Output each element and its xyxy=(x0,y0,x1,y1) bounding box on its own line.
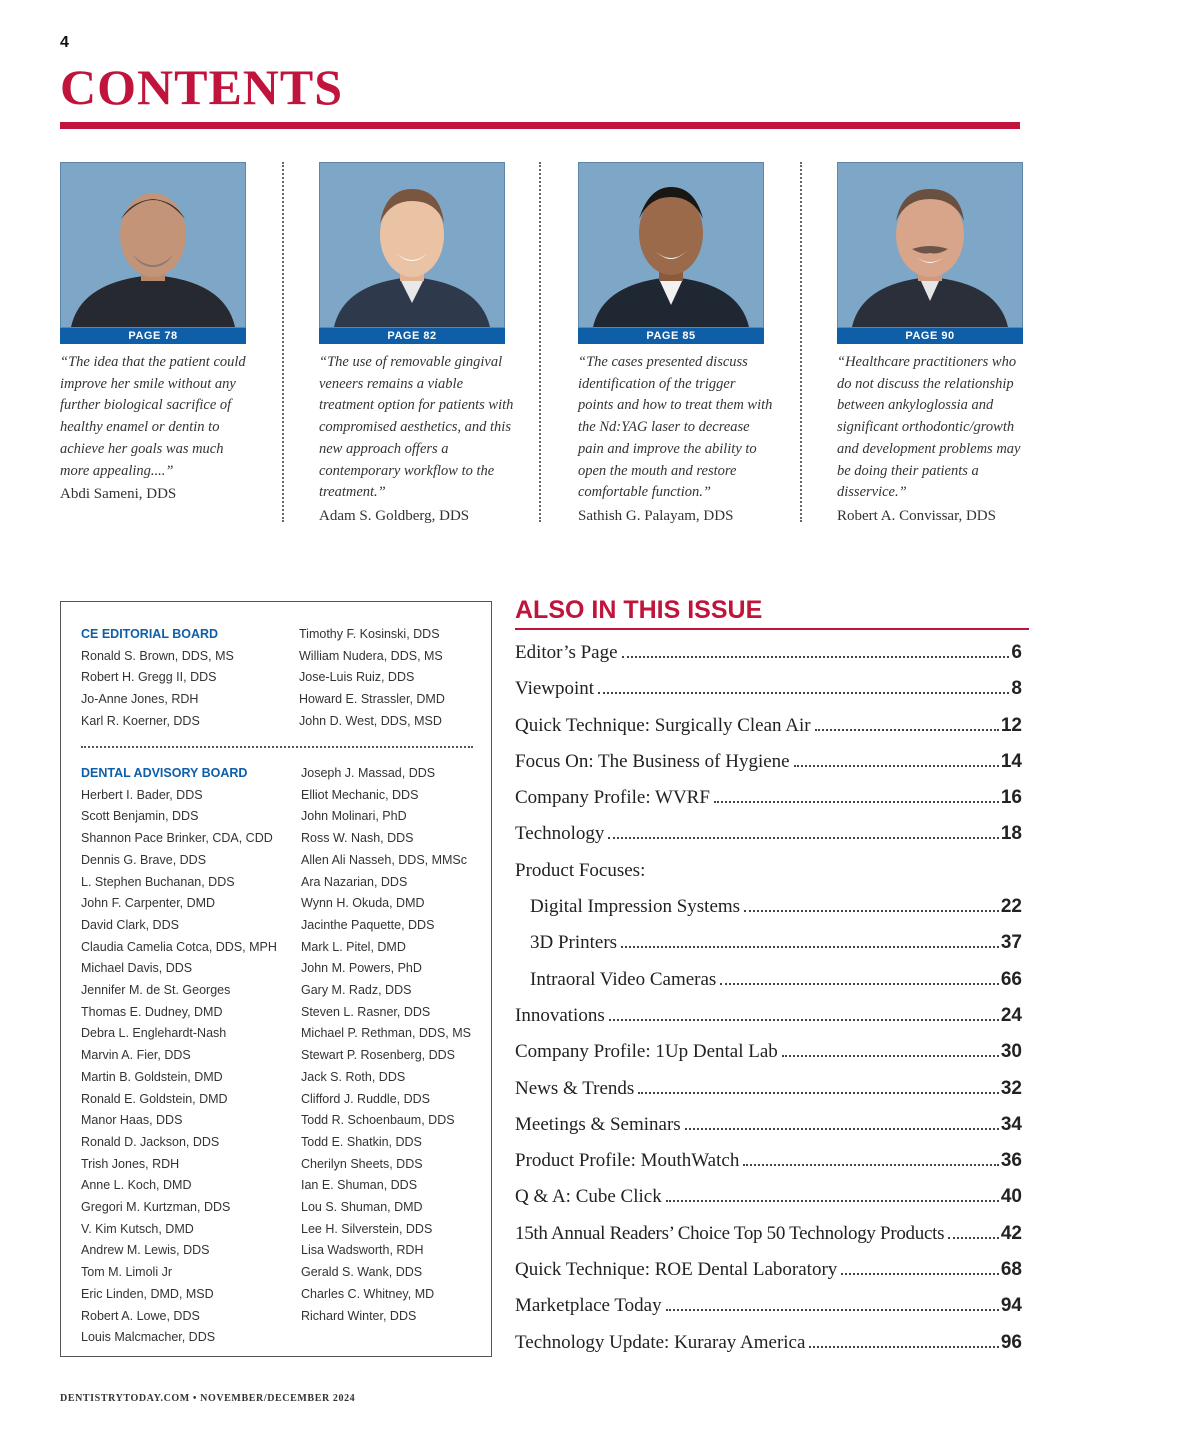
toc-page-number: 66 xyxy=(1000,968,1022,990)
toc-list xyxy=(515,642,1022,1368)
advisory-board-heading: DENTAL ADVISORY BOARD xyxy=(81,766,248,780)
toc-leader xyxy=(714,801,999,803)
board-member: Clifford J. Ruddle, DDS xyxy=(301,1091,430,1106)
featured-article[interactable] xyxy=(60,162,260,503)
board-member: Trish Jones, RDH xyxy=(81,1156,180,1171)
toc-leader xyxy=(666,1200,999,1202)
board-member: Claudia Camelia Cotca, DDS, MPH xyxy=(81,939,277,954)
board-member: Jose-Luis Ruiz, DDS xyxy=(299,670,415,685)
board-member: Robert H. Gregg II, DDS xyxy=(81,670,217,685)
toc-entry[interactable] xyxy=(515,1223,1022,1259)
board-member: David Clark, DDS xyxy=(81,917,179,932)
toc-entry[interactable] xyxy=(515,787,1022,823)
board-member: Jacinthe Paquette, DDS xyxy=(301,917,435,932)
toc-label: Marketplace Today xyxy=(515,1295,662,1317)
toc-page-number: 16 xyxy=(1000,787,1022,809)
toc-entry[interactable] xyxy=(515,1078,1022,1114)
board-member: John D. West, DDS, MSD xyxy=(299,713,442,728)
toc-entry[interactable] xyxy=(515,1041,1022,1077)
pull-quote: “The cases presented discuss identification of the trigger points and how to treat them with the Nd:YAG laser to decrease pain and improve the ability to open the mouth and restore comfortable function.” xyxy=(578,354,773,501)
author-name: Robert A. Convissar, DDS xyxy=(837,507,996,524)
toc-entry[interactable] xyxy=(515,969,1022,1005)
board-member: Richard Winter, DDS xyxy=(301,1308,417,1323)
board-member: Jo-Anne Jones, RDH xyxy=(81,692,199,707)
toc-entry[interactable] xyxy=(515,932,1022,968)
toc-page-number: 6 xyxy=(1011,642,1022,663)
editorial-board-box xyxy=(60,601,492,1357)
toc-label: Meetings & Seminars xyxy=(515,1113,681,1135)
author-photo xyxy=(837,162,1023,328)
board-member: Manor Haas, DDS xyxy=(81,1113,183,1128)
page-number: 4 xyxy=(60,34,69,51)
toc-page-number: 8 xyxy=(1011,678,1022,700)
board-member: Howard E. Strassler, DMD xyxy=(299,692,445,707)
page-tag: PAGE 78 xyxy=(60,328,246,344)
author-name: Abdi Sameni, DDS xyxy=(60,486,177,503)
board-member: Karl R. Koerner, DDS xyxy=(81,713,200,728)
toc-page-number: 30 xyxy=(1000,1041,1022,1063)
board-member: Jack S. Roth, DDS xyxy=(301,1069,406,1084)
featured-articles xyxy=(0,162,1200,532)
board-member: Jennifer M. de St. Georges xyxy=(81,983,231,998)
toc-page-number: 18 xyxy=(1000,823,1022,845)
board-member: Louis Malcmacher, DDS xyxy=(81,1330,216,1345)
board-member: Tom M. Limoli Jr xyxy=(81,1265,172,1280)
toc-entry[interactable] xyxy=(515,896,1022,932)
board-member: Ara Nazarian, DDS xyxy=(301,874,408,889)
board-member: Michael Davis, DDS xyxy=(81,961,193,976)
column-divider xyxy=(539,162,541,522)
board-member: Michael P. Rethman, DDS, MS xyxy=(301,1026,471,1041)
toc-entry[interactable] xyxy=(515,715,1022,751)
board-member: Eric Linden, DMD, MSD xyxy=(81,1286,214,1301)
toc-label: Editor’s Page xyxy=(515,642,618,663)
board-member: Debra L. Englehardt-Nash xyxy=(81,1026,227,1041)
toc-label: Company Profile: 1Up Dental Lab xyxy=(515,1041,778,1063)
toc-leader xyxy=(622,656,1010,658)
toc-leader xyxy=(809,1346,998,1348)
board-member: Steven L. Rasner, DDS xyxy=(301,1004,431,1019)
board-member: Todd R. Schoenbaum, DDS xyxy=(301,1113,455,1128)
toc-label: Quick Technique: Surgically Clean Air xyxy=(515,714,811,736)
board-member: Martin B. Goldstein, DMD xyxy=(81,1069,223,1084)
page-tag: PAGE 85 xyxy=(578,328,764,344)
board-member: Ross W. Nash, DDS xyxy=(301,831,414,846)
toc-label: 15th Annual Readers’ Choice Top 50 Technology Products xyxy=(515,1222,945,1244)
toc-page-number: 34 xyxy=(1000,1113,1022,1135)
board-member: Ronald E. Goldstein, DMD xyxy=(81,1091,228,1106)
pull-quote: “The idea that the patient could improve her smile without any further biological sacrifice of healthy enamel or dentin to achieve her goals was much more appealing....” xyxy=(60,354,246,479)
author-photo xyxy=(319,162,505,328)
toc-leader xyxy=(744,910,999,912)
toc-label: Company Profile: WVRF xyxy=(515,787,710,809)
board-member: William Nudera, DDS, MS xyxy=(299,648,443,663)
ce-board-heading: CE EDITORIAL BOARD xyxy=(81,627,219,641)
also-in-this-issue-heading: ALSO IN THIS ISSUE xyxy=(515,596,763,624)
toc-label: Product Profile: MouthWatch xyxy=(515,1150,740,1172)
toc-leader xyxy=(608,837,998,839)
pull-quote: “Healthcare practitioners who do not discuss the relationship between ankyloglossia and significant orthodontic/growth and development problems may be doing their patients a disservice.” xyxy=(837,354,1021,501)
toc-leader xyxy=(815,729,999,731)
toc-page-number: 24 xyxy=(1000,1004,1022,1026)
board-member: John F. Carpenter, DMD xyxy=(81,896,216,911)
title-rule xyxy=(60,122,1020,129)
toc-label: Digital Impression Systems xyxy=(530,896,741,918)
toc-label: Technology xyxy=(515,823,605,845)
toc-entry[interactable] xyxy=(515,1295,1022,1331)
page-title: CONTENTS xyxy=(60,59,344,115)
toc-label: Focus On: The Business of Hygiene xyxy=(515,750,790,772)
toc-leader xyxy=(685,1128,999,1130)
toc-entry[interactable] xyxy=(515,1114,1022,1150)
board-member: L. Stephen Buchanan, DDS xyxy=(81,874,235,889)
board-member: Ronald D. Jackson, DDS xyxy=(81,1134,220,1149)
author-photo xyxy=(578,162,764,328)
toc-leader xyxy=(621,946,999,948)
toc-leader xyxy=(720,983,999,985)
toc-leader xyxy=(743,1164,999,1166)
board-member: Lisa Wadsworth, RDH xyxy=(301,1243,424,1258)
board-member: Herbert I. Bader, DDS xyxy=(81,787,203,802)
board-member: Lee H. Silverstein, DDS xyxy=(301,1221,433,1236)
toc-leader xyxy=(638,1092,999,1094)
toc-entry[interactable] xyxy=(515,1150,1022,1186)
toc-entry[interactable] xyxy=(515,1259,1022,1295)
featured-article[interactable] xyxy=(578,162,778,525)
toc-page-number: 12 xyxy=(1000,714,1022,736)
toc-leader xyxy=(948,1237,999,1239)
toc-label: Innovations xyxy=(515,1004,605,1026)
board-member: Scott Benjamin, DDS xyxy=(81,809,199,824)
featured-article[interactable] xyxy=(837,162,1037,525)
also-heading-rule xyxy=(515,628,1029,630)
toc-leader xyxy=(609,1019,999,1021)
board-member: Timothy F. Kosinski, DDS xyxy=(299,627,440,641)
toc-section-heading xyxy=(515,860,1022,896)
board-member: Andrew M. Lewis, DDS xyxy=(81,1243,210,1258)
ce-board-right-column xyxy=(299,624,445,733)
toc-leader xyxy=(782,1055,999,1057)
board-member: Todd E. Shatkin, DDS xyxy=(301,1134,422,1149)
toc-entry[interactable] xyxy=(515,1005,1022,1041)
toc-entry[interactable] xyxy=(515,751,1022,787)
toc-leader xyxy=(598,692,1009,694)
column-divider xyxy=(282,162,284,522)
pull-quote: “The use of removable gingival veneers remains a viable treatment option for patients with compromised aesthetics, and this new approach offers a contemporary workflow to the treatment.” xyxy=(319,354,514,501)
advisory-board-right-column xyxy=(301,763,471,1327)
board-member: Marvin A. Fier, DDS xyxy=(81,1048,191,1063)
toc-entry[interactable] xyxy=(515,1186,1022,1222)
board-member: Charles C. Whitney, MD xyxy=(301,1286,435,1301)
toc-leader xyxy=(666,1309,999,1311)
toc-leader xyxy=(794,765,999,767)
toc-page-number: 22 xyxy=(1000,896,1022,918)
board-member: Shannon Pace Brinker, CDA, CDD xyxy=(81,831,273,846)
toc-label: Intraoral Video Cameras xyxy=(530,968,717,990)
toc-page-number: 96 xyxy=(1000,1331,1022,1353)
toc-label: Viewpoint xyxy=(515,678,595,700)
author-name: Sathish G. Palayam, DDS xyxy=(578,507,734,524)
board-member: John M. Powers, PhD xyxy=(301,961,422,976)
page-footer: DENTISTRYTODAY.COM • NOVEMBER/DECEMBER 2024 xyxy=(60,1393,356,1404)
toc-label: Quick Technique: ROE Dental Laboratory xyxy=(515,1259,838,1281)
toc-entry[interactable] xyxy=(515,823,1022,859)
board-member: Gary M. Radz, DDS xyxy=(301,983,412,998)
toc-page-number: 42 xyxy=(1000,1222,1022,1244)
author-name: Adam S. Goldberg, DDS xyxy=(319,507,470,524)
toc-page-number: 32 xyxy=(1000,1077,1022,1099)
toc-label: Q & A: Cube Click xyxy=(515,1186,662,1208)
toc-entry[interactable] xyxy=(515,678,1022,714)
author-photo xyxy=(60,162,246,328)
board-member: Wynn H. Okuda, DMD xyxy=(301,896,425,911)
board-member: Thomas E. Dudney, DMD xyxy=(81,1004,223,1019)
board-member: Anne L. Koch, DMD xyxy=(81,1178,192,1193)
toc-label: Product Focuses: xyxy=(515,859,646,881)
toc-page-number: 94 xyxy=(1000,1295,1022,1317)
board-member: V. Kim Kutsch, DMD xyxy=(81,1221,194,1236)
toc-label: Technology Update: Kuraray America xyxy=(515,1331,806,1353)
ce-board-left-column xyxy=(81,624,234,733)
board-member: Ronald S. Brown, DDS, MS xyxy=(81,648,234,663)
column-divider xyxy=(800,162,802,522)
board-divider xyxy=(81,746,473,748)
board-member: Cherilyn Sheets, DDS xyxy=(301,1156,423,1171)
toc-page-number: 40 xyxy=(1000,1186,1022,1208)
board-member: Elliot Mechanic, DDS xyxy=(301,787,419,802)
page-tag: PAGE 90 xyxy=(837,328,1023,344)
advisory-board-left-column xyxy=(81,763,277,1349)
board-member: Lou S. Shuman, DMD xyxy=(301,1200,423,1215)
board-member: Gerald S. Wank, DDS xyxy=(301,1265,423,1280)
toc-page-number: 14 xyxy=(1000,750,1022,772)
board-member: John Molinari, PhD xyxy=(301,809,407,824)
board-member: Ian E. Shuman, DDS xyxy=(301,1178,418,1193)
toc-entry[interactable] xyxy=(515,642,1022,678)
featured-article[interactable] xyxy=(319,162,519,525)
board-member: Dennis G. Brave, DDS xyxy=(81,852,207,867)
board-member: Stewart P. Rosenberg, DDS xyxy=(301,1048,456,1063)
toc-page-number: 37 xyxy=(1000,932,1022,954)
board-member: Mark L. Pitel, DMD xyxy=(301,939,406,954)
toc-page-number: 68 xyxy=(1000,1259,1022,1281)
page-tag: PAGE 82 xyxy=(319,328,505,344)
toc-page-number: 36 xyxy=(1000,1150,1022,1172)
toc-leader xyxy=(841,1273,999,1275)
toc-entry[interactable] xyxy=(515,1332,1022,1368)
board-member: Allen Ali Nasseh, DDS, MMSc xyxy=(301,852,468,867)
toc-label: News & Trends xyxy=(515,1077,635,1099)
toc-label: 3D Printers xyxy=(530,932,618,954)
board-member: Joseph J. Massad, DDS xyxy=(301,766,436,780)
board-member: Robert A. Lowe, DDS xyxy=(81,1308,200,1323)
board-member: Gregori M. Kurtzman, DDS xyxy=(81,1200,231,1215)
